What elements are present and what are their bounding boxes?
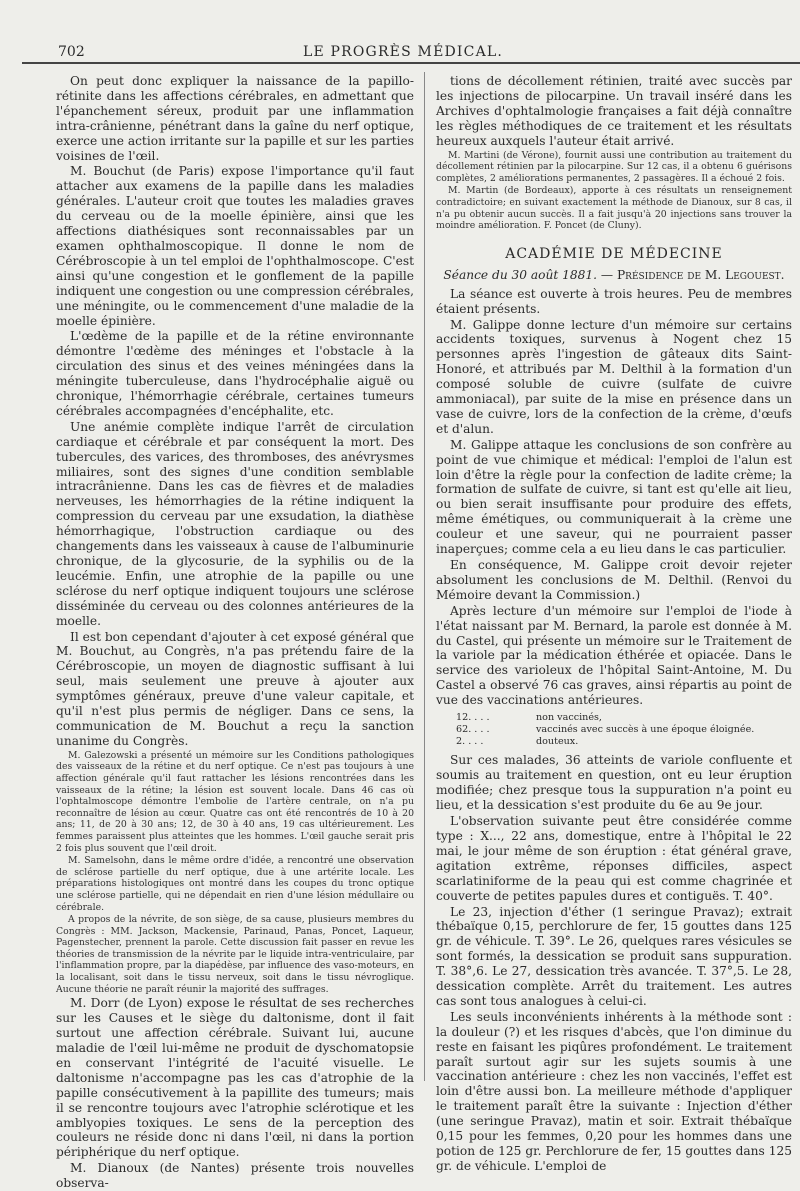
right-middle-block <box>436 287 792 708</box>
stats-label: non vaccinés, <box>536 712 602 724</box>
journal-title: LE PROGRÈS MÉDICAL. <box>302 44 504 60</box>
body-paragraph: Après lecture d'un mémoire sur l'emploi de l'iode à l'état naissant par M. Bernard, la parole est donnée à M. du Castel, qui présente un mémoire sur le Traitement de la variole par la médication éthérée et opiacée. Dans le service des varioleux de l'hôpital Saint-Antoine, M. Du Castel a observé 76 cas graves, ainsi répartis au point de vue des vaccinations antérieures. <box>436 603 792 708</box>
right-top-block <box>436 74 792 232</box>
vaccination-stats <box>436 712 792 747</box>
note-paragraph: A propos de la névrite, de son siège, de sa cause, plusieurs membres du Congrès : MM. Jackson, Mackensie, Parinaud, Panas, Poncet, Laqueur, Pagenstecher, prennent la parole. Cette discussion fait passer en revue les théories de transmission de la névrite par le liquide intra-ventriculaire, par l'inflammation propre, par la diapédèse, par influence des vaso-moteurs, en la localisant, soit dans le tissu nerveux, soit dans le tissu névroglique. Aucune théorie ne paraît réunir la majorité des suffrages. <box>56 914 414 995</box>
body-paragraph: tions de décollement rétinien, traité avec succès par les injections de pilocarpine. Un travail inséré dans les Archives d'ophtalmologie françaises a fait déjà connaître les règles méthodiques de ce traitement et les résultats heureux auxquels l'auteur était arrivé. <box>436 74 792 148</box>
stats-row <box>436 736 792 748</box>
body-paragraph: On peut donc expliquer la naissance de la papillo-rétinite dans les affections cérébrales, en admettant que l'épanchement séreux, produit par une inflammation intra-crânienne, pénétrant dans la gaîne du nerf optique, exerce une action irritante sur la papille et sur les parties voisines de l'œil. <box>56 74 414 163</box>
column-divider <box>424 72 425 1081</box>
left-column <box>56 74 414 1191</box>
body-paragraph: La séance est ouverte à trois heures. Peu de membres étaient présents. <box>436 286 792 316</box>
header-rule <box>22 62 800 64</box>
right-column <box>436 74 792 1173</box>
page-number: 702 <box>58 44 85 60</box>
body-paragraph: M. Galippe attaque les conclusions de son confrère au point de vue chimique et médical: l'emploi de l'alun est loin d'être la règle pour la confection de ladite crème; la formation de sulfate de cuivre, si tant est qu'elle ait lieu, ou bien serait insuffisante pour produire des effets, même émétiques, ou communiquerait à la crème une couleur et une saveur, qui ne pourraient passer inaperçues; comme cela a eu lieu dans le cas particulier. <box>436 437 792 557</box>
stats-label: vaccinés avec succès à une époque éloignée. <box>536 723 755 735</box>
section-title: ACADÉMIE DE MÉDECINE <box>505 245 723 262</box>
stats-row <box>436 724 792 736</box>
body-paragraph: L'œdème de la papille et de la rétine environnante démontre l'œdème des méninges et l'obstacle à la circulation des sinus et des veines méningées dans la méningite tuberculeuse, dans l'hydrocéphalie aiguë ou chronique, l'hémorrhagie cérébrale, certaines tumeurs cérébrales accompagnées d'encéphalite, etc. <box>56 329 414 418</box>
body-paragraph: M. Galippe donne lecture d'un mémoire sur certains accidents toxiques, survenus à Nogent chez 15 personnes après l'ingestion de gâteaux dits Saint-Honoré, et attribués par M. Delthil à la formation d'un composé soluble de cuivre (sulfate de cuivre ammoniacal), par suite de la mise en présence dans un vase de cuivre, lors de la confection de la crème, d'œufs et d'alun. <box>436 317 792 436</box>
session-date: Séance du 30 août 1881. <box>443 267 598 282</box>
note-paragraph: M. Galezowski a présenté un mémoire sur les Conditions pathologiques des vaisseaux de la rétine et du nerf optique. Ce n'est pas toujours à une affection générale qu'il faut rattacher les lésions rencontrées dans les vaisseaux de la rétine; la lésion est souvent locale. Dans 46 cas où l'ophtalmoscope démontre l'embolie de l'artère centrale, on n'a pu reconnaître de lésion au cœur. Quatre cas ont été rencontrés de 10 à 20 ans; 11, de 20 à 30 ans; 12, de 30 à 40 ans, 19 cas ultérieurement. Les femmes paraissent plus atteintes que les hommes. L'œil gauche serait pris 2 fois plus souvent que l'œil droit. <box>56 749 414 854</box>
body-paragraph: L'observation suivante peut être considérée comme type : X..., 22 ans, domestique, entre à l'hôpital le 22 mai, le jour même de son éruption : état général grave, agitation extrême, réponses difficiles, aspect scarlatiniforme de la peau qui est comme chagrinée et couverte de petites papules dures et contiguës. T. 40°. <box>436 814 792 903</box>
right-bottom-block <box>436 753 792 1173</box>
stats-label: douteux. <box>536 735 579 747</box>
stats-count: 12. . . . <box>456 712 490 724</box>
note-paragraph: M. Martini (de Vérone), fournit aussi une contribution au traitement du décollement rétinien par la pilocarpine. Sur 12 cas, il a obtenu 6 guérisons complètes, 2 améliorations permanentes, 2 passagères. Il a échoué 2 fois. <box>436 149 792 184</box>
body-paragraph: M. Dianoux (de Nantes) présente trois nouvelles observa- <box>56 1161 414 1191</box>
body-paragraph: En conséquence, M. Galippe croit devoir rejeter absolument les conclusions de M. Delthil. (Renvoi du Mémoire devant la Commission.) <box>436 558 792 602</box>
body-paragraph: Le 23, injection d'éther (1 seringue Pravaz); extrait thébaïque 0,15, perchlorure de fer, 15 gouttes dans 125 gr. de véhicule. T. 39°. Le 26, quelques rares vésicules se sont formés, la dessication se produit sans suppuration. T. 38°,6. Le 27, dessication très avancée. T. 37°,5. Le 28, dessication complète. Arrêt du traitement. Les autres cas sont tous analogues à celui-ci. <box>436 904 792 1008</box>
body-paragraph: Il est bon cependant d'ajouter à cet exposé général que M. Bouchut, au Congrès, n'a pas prétendu faire de la Cérébroscopie, un moyen de diagnostic suffisant à lui seul, mais seulement une preuve à ajouter aux symptômes généraux, preuve d'une valeur capitale, et qu'il n'est plus permis de négliger. Dans ce sens, la communication de M. Bouchut a reçu la sanction unanime du Congrès. <box>56 629 414 748</box>
stats-row <box>436 712 792 724</box>
stats-count: 62. . . . <box>456 723 490 735</box>
stats-count: 2. . . . <box>456 735 484 747</box>
note-paragraph: M. Martin (de Bordeaux), apporte à ces résultats un renseignement contradictoire; en suivant exactement la méthode de Dianoux, sur 8 cas, il n'a pu obtenir aucun succès. Il a fait jusqu'à 20 injections sans trouver la moindre amélioration. F. Poncet (de Cluny). <box>436 185 792 232</box>
session-presidence: — Présidence de M. Legouest. <box>600 267 785 282</box>
body-paragraph: Sur ces malades, 36 atteints de variole confluente et soumis au traitement en question, ont eu leur éruption modifiée; chez presque tous la suppuration n'a point eu lieu, et la dessication s'est produite du 6e au 9e jour. <box>436 753 792 813</box>
page-header <box>36 40 770 62</box>
session-line <box>436 268 792 283</box>
body-paragraph: Les seuls inconvénients inhérents à la méthode sont : la douleur (?) et les risques d'abcès, que l'on diminue du reste en faisant les piqûres profondément. Le traitement paraît surtout agir sur les sujets soumis à une vaccination antérieure : chez les non vaccinés, l'effet est loin d'être aussi bon. La meilleure méthode d'appliquer le traitement paraît être la suivante : Injection d'éther (une seringue Pravaz), matin et soir. Extrait thébaïque 0,15 pour les femmes, 0,20 pour les hommes dans une potion de 125 gr. Perchlorure de fer, 15 gouttes dans 125 gr. de véhicule. L'emploi de <box>436 1009 792 1173</box>
body-paragraph: M. Dorr (de Lyon) expose le résultat de ses recherches sur les Causes et le siège du daltonisme, dont il fait surtout une affection cérébrale. Suivant lui, aucune maladie de l'œil lui-même ne produit de dyschomatopsie en conservant l'intégrité de l'acuité visuelle. Le daltonisme n'accompagne pas les cas d'atrophie de la papille consécutivement à la papillite des tumeurs; mais il se rencontre toujours avec l'atrophie sclérotique et les amblyopies toxiques. Le sens de la perception des couleurs ne réside donc ni dans l'œil, ni dans la portion périphérique du nerf optique. <box>56 996 414 1160</box>
body-paragraph: Une anémie complète indique l'arrêt de circulation cardiaque et cérébrale et par conséquent la mort. Des tubercules, des varices, des thromboses, des anévrysmes miliaires, sont des signes d'une condition semblable intracrânienne. Dans les cas de fièvres et de maladies nerveuses, les hémorrhagies de la rétine indiquent la compression du cerveau par une exsudation, la diathèse hémorrhagique, l'obstruction cardiaque ou des changements dans les vaisseaux à cause de l'albuminurie chronique, de la glycosurie, de la syphilis ou de la leucémie. Enfin, une atrophie de la papille ou une sclérose du nerf optique indiquent toujours une sclérose disséminée du cerveau ou des colonnes antérieures de la moelle. <box>56 419 414 628</box>
note-paragraph: M. Samelsohn, dans le même ordre d'idée, a rencontré une observation de sclérose partielle du nerf optique, due à une artérite locale. Les préparations histologiques ont montré dans les coupes du tronc optique une sclérose partielle, qui ne dépendait en rien d'une lésion médullaire ou cérébrale. <box>56 855 414 913</box>
body-paragraph: M. Bouchut (de Paris) expose l'importance qu'il faut attacher aux examens de la papille dans les maladies générales. L'auteur croit que toutes les maladies graves du cerveau ou de la moelle épinière, ainsi que les affections diathésiques sont reconnaissables par un examen ophthalmoscopique. Il donne le nom de Cérébroscopie à un tel emploi de l'ophthalmoscope. C'est ainsi qu'une congestion et le gonflement de la papille indiquent une congestion ou une compression cérébrales, une méningite, ou le commencement d'une maladie de la moelle épinière. <box>56 164 414 328</box>
